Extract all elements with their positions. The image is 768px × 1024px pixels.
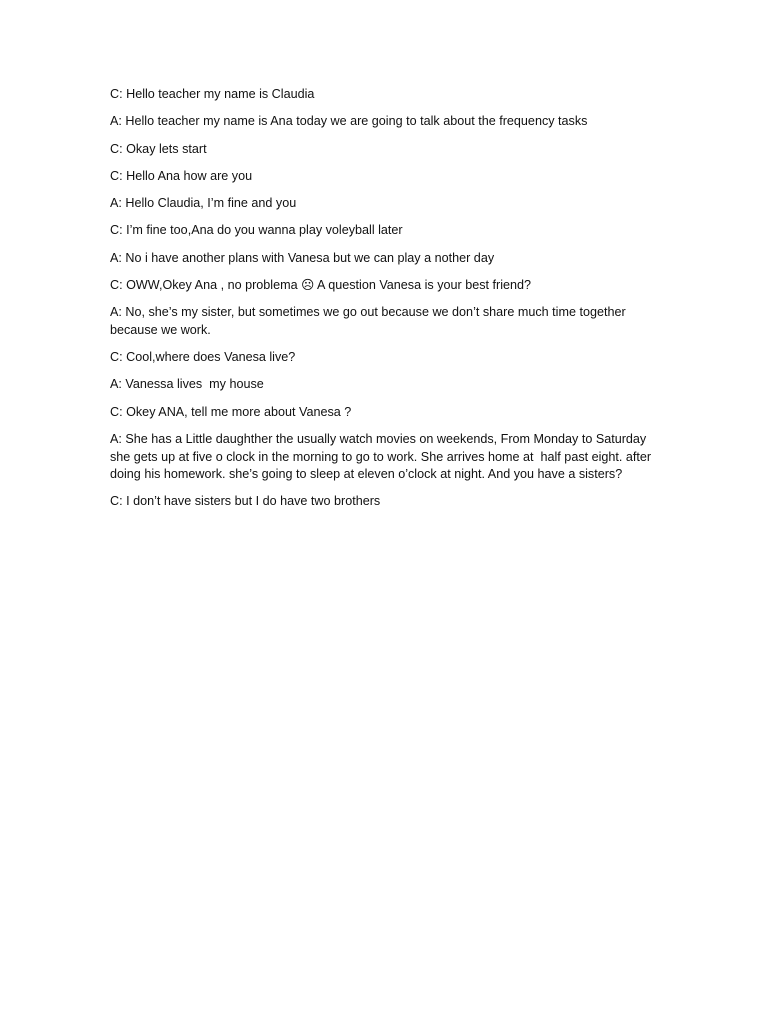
dialogue-line: C: Okey ANA, tell me more about Vanesa ?	[110, 404, 352, 419]
dialogue-line: C: Okay lets start	[110, 141, 207, 156]
dialogue-line: A: No, she’s my sister, but sometimes we go out because we don’t share much time together because we work.	[110, 305, 630, 337]
dialogue-line: A: No i have another plans with Vanesa but we can play a nother day	[110, 250, 495, 265]
dialogue-line: A: Hello teacher my name is Ana today we are going to talk about the frequency tasks	[110, 114, 588, 129]
dialogue-line: C: OWW,Okey Ana , no problema ☹ A question Vanesa is your best friend?	[110, 278, 532, 293]
dialogue-line: C: Cool,where does Vanesa live?	[110, 350, 296, 365]
document-body	[110, 86, 662, 521]
dialogue-line: A: Hello Claudia, I’m fine and you	[110, 196, 297, 211]
dialogue-line: C: I’m fine too,Ana do you wanna play voleyball later	[110, 223, 403, 238]
dialogue-line: A: Vanessa lives my house	[110, 377, 264, 392]
dialogue-line: C: I don’t have sisters but I do have two brothers	[110, 494, 381, 509]
dialogue-line: A: She has a Little daughther the usually watch movies on weekends, From Monday to Saturday she gets up at five o clock in the morning to go to work. She arrives home at half past eight. after doing his homework. she’s going to sleep at eleven o’clock at night. And you have a sisters?	[110, 432, 655, 482]
dialogue-line: C: Hello teacher my name is Claudia	[110, 87, 315, 101]
dialogue-line: C: Hello Ana how are you	[110, 168, 253, 183]
